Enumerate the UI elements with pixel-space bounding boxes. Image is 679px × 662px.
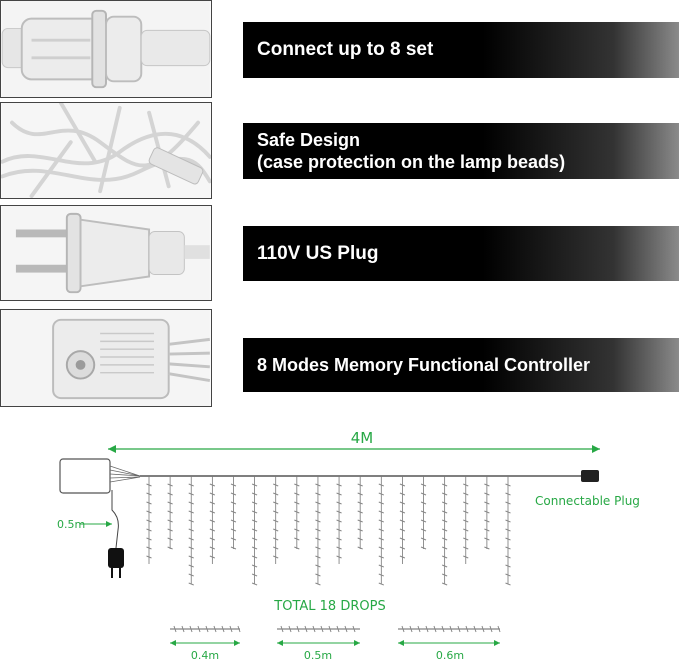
controller-box: [60, 459, 110, 493]
us-plug-icon: [1, 206, 211, 300]
feature-banner-plug: [243, 226, 679, 281]
wires-icon: [1, 103, 211, 198]
feature-text: (case protection on the lamp beads): [257, 152, 566, 172]
connector-plug-icon: [1, 1, 211, 97]
drop-sample-label: 0.6m: [435, 649, 465, 662]
feature-banner-connect: [243, 22, 679, 78]
controller-box-icon: [1, 310, 211, 406]
feature-text: Connect up to 8 set: [257, 39, 434, 60]
feature-banner-controller: [243, 338, 679, 392]
wires-image: [0, 102, 212, 199]
total-drops-label: TOTAL 18 DROPS: [274, 599, 386, 614]
connector-plug-image: [0, 0, 212, 98]
end-plug: [581, 470, 599, 482]
feature-text: Safe Design: [257, 130, 361, 150]
drop-sample-label: 0.4m: [190, 649, 220, 662]
drop-sample-0: [170, 626, 240, 662]
feature-text: 110V US Plug: [257, 242, 379, 264]
controller-image: [0, 309, 212, 407]
us-plug-image: [0, 205, 212, 301]
plug-label: Connectable Plug: [535, 494, 640, 508]
feature-text: 8 Modes Memory Functional Controller: [257, 354, 591, 375]
light-layout-diagram: [0, 400, 679, 662]
power-plug: [108, 548, 124, 568]
lead-wire: [112, 490, 118, 548]
drop-sample-1: [277, 626, 360, 662]
drop-sample-2: [398, 626, 500, 662]
drops-group: [147, 476, 511, 585]
length-label: 4M: [350, 429, 374, 447]
drop-sample-label: 0.5m: [303, 649, 333, 662]
feature-banner-safe-design: [243, 123, 679, 179]
lead-label: 0.5m: [57, 518, 86, 531]
